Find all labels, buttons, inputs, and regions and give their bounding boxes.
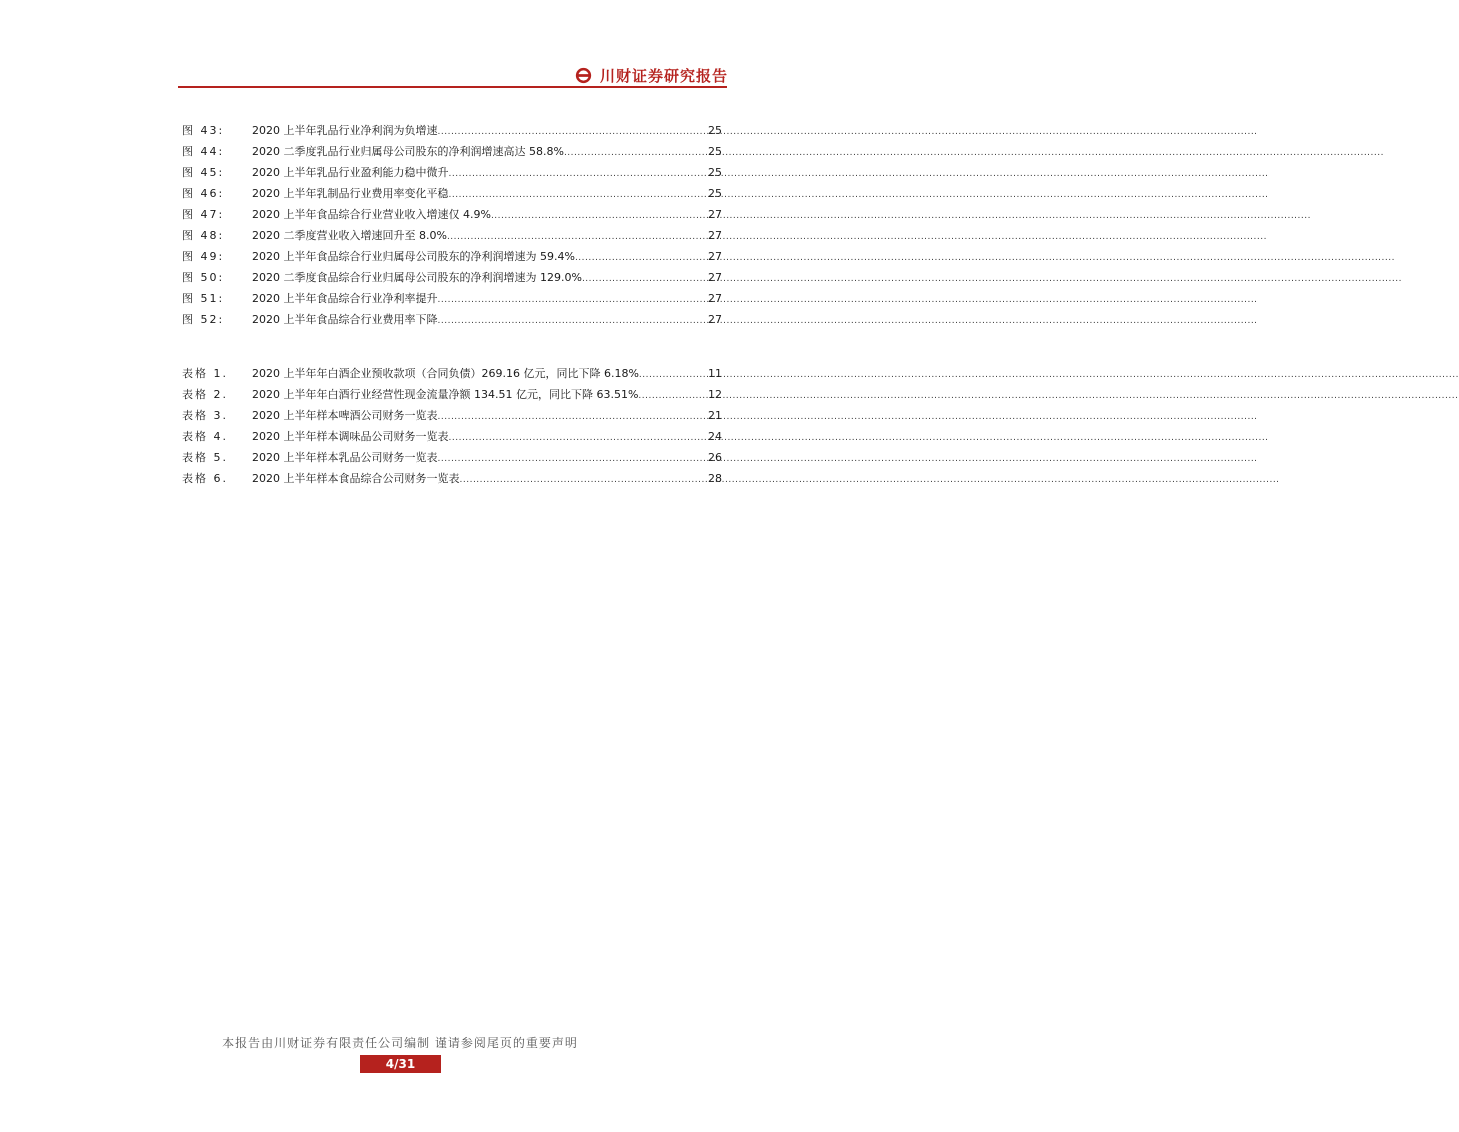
table-entry-page-number: 28: [708, 472, 722, 485]
dot-leader: [639, 367, 707, 380]
figure-entry-title: 2020 二季度乳品行业归属母公司股东的净利润增速高达 58.8%: [252, 145, 564, 158]
page-number-badge: 4/31: [360, 1055, 441, 1073]
dot-leader: [582, 271, 707, 284]
figure-entry[interactable]: [182, 185, 722, 206]
table-list: [182, 365, 722, 491]
figure-entry-title: 2020 上半年食品综合行业归属母公司股东的净利润增速为 59.4%: [252, 250, 575, 263]
table-entry-title: 2020 上半年样本食品综合公司财务一览表: [252, 472, 460, 485]
table-entry-label: 表格 3.: [182, 409, 228, 422]
figure-entry-label: 图 43:: [182, 124, 225, 137]
figure-entry-label: 图 49:: [182, 250, 225, 263]
table-entry[interactable]: [182, 428, 722, 449]
table-entry[interactable]: [182, 365, 722, 386]
dot-leader: [491, 208, 707, 221]
table-entry-label: 表格 4.: [182, 430, 228, 443]
table-entry-label: 表格 5.: [182, 451, 228, 464]
table-entry-label: 表格 6.: [182, 472, 228, 485]
dot-leader: [447, 229, 707, 242]
dot-leader: [449, 430, 708, 443]
figure-entry-title: 2020 二季度营业收入增速回升至 8.0%: [252, 229, 447, 242]
footer-disclaimer: 本报告由川财证券有限责任公司编制 谨请参阅尾页的重要声明: [222, 1036, 578, 1050]
figure-entry-page-number: 27: [708, 250, 722, 263]
chuancai-logo-icon: [575, 67, 592, 84]
table-entry[interactable]: [182, 449, 722, 470]
figure-entry-title: 2020 上半年乳品行业净利润为负增速: [252, 124, 438, 137]
figure-entry-label: 图 48:: [182, 229, 225, 242]
figure-entry-page-number: 25: [708, 124, 722, 137]
table-entry[interactable]: [182, 407, 722, 428]
figure-entry-title: 2020 上半年乳品行业盈利能力稳中微升: [252, 166, 449, 179]
table-entry-page-number: 12: [708, 388, 722, 401]
figure-entry[interactable]: [182, 143, 722, 164]
figure-entry-page-number: 27: [708, 313, 722, 326]
figure-entry-title: 2020 二季度食品综合行业归属母公司股东的净利润增速为 129.0%: [252, 271, 582, 284]
dot-leader: [449, 166, 708, 179]
figure-entry-label: 图 47:: [182, 208, 225, 221]
dot-leader: [575, 250, 707, 263]
table-entry-title: 2020 上半年样本乳品公司财务一览表: [252, 451, 438, 464]
table-entry-label: 表格 1.: [182, 367, 228, 380]
figure-entry-page-number: 25: [708, 145, 722, 158]
figure-entry-page-number: 25: [708, 187, 722, 200]
dot-leader: [638, 388, 707, 401]
figure-entry[interactable]: [182, 311, 722, 332]
figure-entry[interactable]: [182, 227, 722, 248]
figure-entry[interactable]: [182, 248, 722, 269]
dot-leader: [438, 313, 708, 326]
table-entry-page-number: 11: [708, 367, 722, 380]
table-entry-page-number: 21: [708, 409, 722, 422]
dot-leader: [438, 451, 708, 464]
brand: [575, 65, 728, 86]
figure-entry[interactable]: [182, 164, 722, 185]
brand-name: 川财证券研究报告: [599, 67, 728, 85]
figure-entry[interactable]: [182, 206, 722, 227]
dot-leader: [438, 409, 708, 422]
figure-entry-label: 图 44:: [182, 145, 225, 158]
table-entry-title: 2020 上半年年白酒行业经营性现金流量净额 134.51 亿元，同比下降 63.51%: [252, 388, 639, 401]
table-entry-label: 表格 2.: [182, 388, 228, 401]
figure-entry-title: 2020 上半年食品综合行业营业收入增速仅 4.9%: [252, 208, 491, 221]
table-entry-title: 2020 上半年年白酒企业预收款项（合同负债）269.16 亿元，同比下降 6.18%: [252, 367, 639, 380]
table-entry-title: 2020 上半年样本啤酒公司财务一览表: [252, 409, 438, 422]
figure-list: [182, 122, 722, 332]
figure-entry-page-number: 27: [708, 229, 722, 242]
figure-entry-label: 图 51:: [182, 292, 225, 305]
dot-leader: [438, 292, 708, 305]
dot-leader: [449, 187, 708, 200]
dot-leader: [460, 472, 708, 485]
table-entry-title: 2020 上半年样本调味品公司财务一览表: [252, 430, 449, 443]
header-divider: [178, 86, 727, 88]
figure-entry-label: 图 52:: [182, 313, 225, 326]
figure-entry[interactable]: [182, 122, 722, 143]
figure-entry-label: 图 46:: [182, 187, 225, 200]
table-entry-page-number: 26: [708, 451, 722, 464]
table-entry[interactable]: [182, 386, 722, 407]
figure-entry-title: 2020 上半年食品综合行业净利率提升: [252, 292, 438, 305]
figure-entry-title: 2020 上半年乳制品行业费用率变化平稳: [252, 187, 449, 200]
figure-entry[interactable]: [182, 290, 722, 311]
figure-entry-title: 2020 上半年食品综合行业费用率下降: [252, 313, 438, 326]
figure-entry[interactable]: [182, 269, 722, 290]
figure-entry-label: 图 50:: [182, 271, 225, 284]
figure-entry-page-number: 25: [708, 166, 722, 179]
figure-entry-label: 图 45:: [182, 166, 225, 179]
dot-leader: [564, 145, 707, 158]
table-entry[interactable]: [182, 470, 722, 491]
dot-leader: [438, 124, 708, 137]
figure-entry-page-number: 27: [708, 292, 722, 305]
table-entry-page-number: 24: [708, 430, 722, 443]
figure-entry-page-number: 27: [708, 271, 722, 284]
figure-entry-page-number: 27: [708, 208, 722, 221]
